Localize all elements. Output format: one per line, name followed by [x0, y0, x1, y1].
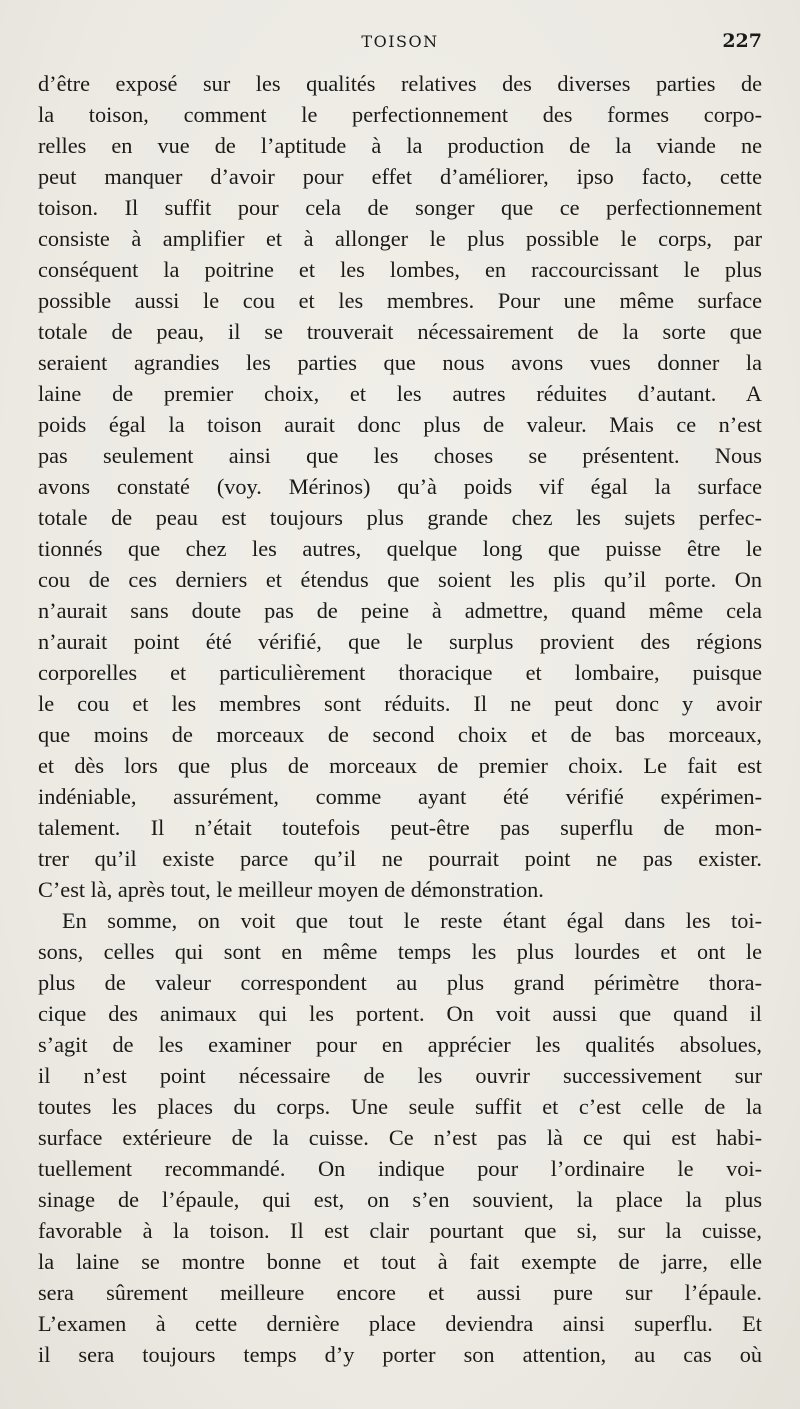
body-text [38, 68, 762, 1370]
text-line: le cou et les membres sont réduits. Il ne peut donc y avoir [38, 691, 762, 716]
text-line: trer qu’il existe parce qu’il ne pourrait point ne pas exister. [38, 846, 762, 871]
text-line: consiste à amplifier et à allonger le plus possible le corps, par [38, 226, 762, 251]
text-line: totale de peau est toujours plus grande chez les sujets perfec- [38, 505, 762, 530]
text-line: En somme, on voit que tout le reste étant égal dans les toi- [62, 908, 762, 933]
text-line: sinage de l’épaule, qui est, on s’en souvient, la place la plus [38, 1187, 762, 1212]
text-line: et dès lors que plus de morceaux de premier choix. Le fait est [38, 753, 762, 778]
page-number: 227 [722, 30, 762, 52]
text-line: L’examen à cette dernière place deviendra ainsi superflu. Et [38, 1311, 762, 1336]
text-line: pas seulement ainsi que les choses se présentent. Nous [38, 443, 762, 468]
text-line: corporelles et particulièrement thoracique et lombaire, puisque [38, 660, 762, 685]
text-line: plus de valeur correspondent au plus grand périmètre thora- [38, 970, 762, 995]
text-line: n’aurait point été vérifié, que le surplus provient des régions [38, 629, 762, 654]
text-line: la laine se montre bonne et tout à fait exempte de jarre, elle [38, 1249, 762, 1274]
text-line: d’être exposé sur les qualités relatives des diverses parties de [38, 71, 762, 96]
text-line: toison. Il suffit pour cela de songer que ce perfectionnement [38, 195, 762, 220]
text-line: que moins de morceaux de second choix et de bas morceaux, [38, 722, 762, 747]
text-line: la toison, comment le perfectionnement des formes corpo- [38, 102, 762, 127]
text-line: conséquent la poitrine et les lombes, en raccourcissant le plus [38, 257, 762, 282]
text-line: il sera toujours temps d’y porter son attention, au cas où [38, 1342, 762, 1367]
text-line: il n’est point nécessaire de les ouvrir successivement sur [38, 1063, 762, 1088]
text-line: indéniable, assurément, comme ayant été vérifié expérimen- [38, 784, 762, 809]
text-line: n’aurait sans doute pas de peine à admettre, quand même cela [38, 598, 762, 623]
text-line: totale de peau, il se trouverait nécessairement de la sorte que [38, 319, 762, 344]
running-head [0, 28, 800, 58]
text-line: tionnés que chez les autres, quelque long que puisse être le [38, 536, 762, 561]
text-line: sons, celles qui sont en même temps les plus lourdes et ont le [38, 939, 762, 964]
text-line: peut manquer d’avoir pour effet d’améliorer, ipso facto, cette [38, 164, 762, 189]
text-line: laine de premier choix, et les autres réduites d’autant. A [38, 381, 762, 406]
text-line: talement. Il n’était toutefois peut-être pas superflu de mon- [38, 815, 762, 840]
text-line: seraient agrandies les parties que nous avons vues donner la [38, 350, 762, 375]
text-line: tuellement recommandé. On indique pour l’ordinaire le voi- [38, 1156, 762, 1181]
text-line: favorable à la toison. Il est clair pourtant que si, sur la cuisse, [38, 1218, 762, 1243]
running-title: TOISON [361, 32, 439, 51]
text-line: cique des animaux qui les portent. On voit aussi que quand il [38, 1001, 762, 1026]
text-line: cou de ces derniers et étendus que soient les plis qu’il porte. On [38, 567, 762, 592]
text-line: toutes les places du corps. Une seule suffit et c’est celle de la [38, 1094, 762, 1119]
text-line: surface extérieure de la cuisse. Ce n’est pas là ce qui est habi- [38, 1125, 762, 1150]
text-line: possible aussi le cou et les membres. Pour une même surface [38, 288, 762, 313]
text-line: poids égal la toison aurait donc plus de valeur. Mais ce n’est [38, 412, 762, 437]
text-line: C’est là, après tout, le meilleur moyen de démonstration. [38, 877, 544, 902]
text-line: avons constaté (voy. Mérinos) qu’à poids vif égal la surface [38, 474, 762, 499]
text-line: sera sûrement meilleure encore et aussi pure sur l’épaule. [38, 1280, 762, 1305]
text-line: s’agit de les examiner pour en apprécier les qualités absolues, [38, 1032, 762, 1057]
text-line: relles en vue de l’aptitude à la production de la viande ne [38, 133, 762, 158]
